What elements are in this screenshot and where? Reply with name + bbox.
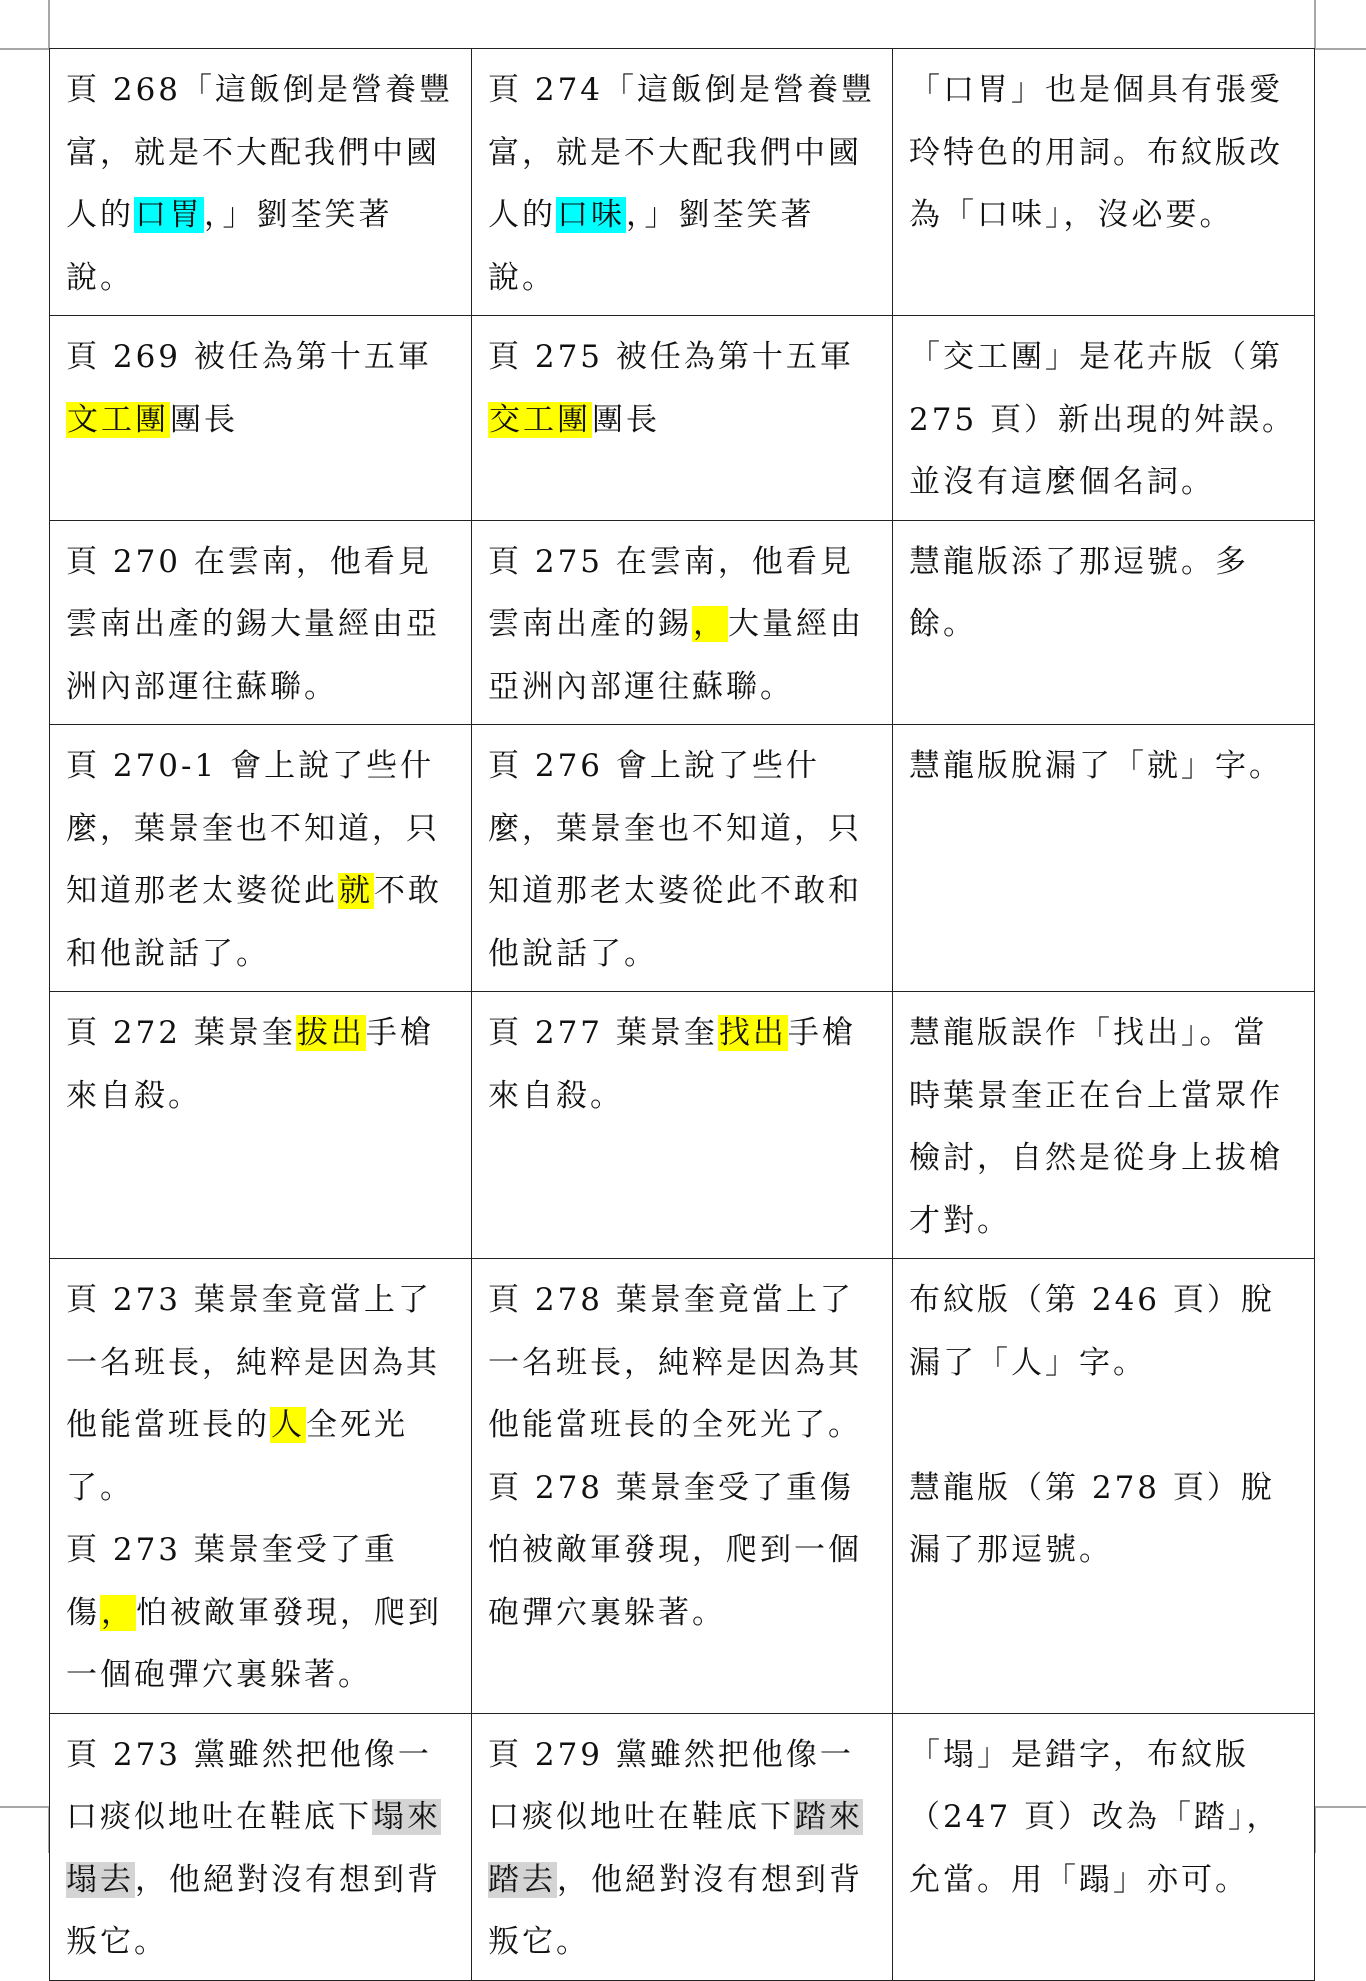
cell-text: 頁 278 葉景奎受了重傷怕被敵軍發現，爬到一個砲彈穴裏躲著。 [488,1469,862,1631]
cell-paragraph [488,326,876,451]
table-row [50,520,1315,725]
original-text-cell [50,725,472,992]
cell-text: 「交工團」是花卉版（第 275 頁）新出現的舛誤。並沒有這麼個名詞。 [909,339,1297,500]
note-cell [893,992,1315,1259]
cell-paragraph [488,531,876,719]
original-text-cell [50,316,472,521]
cell-text: 慧龍版誤作「找出」。當時葉景奎正在台上當眾作檢討，自然是從身上拔槍才對。 [909,1015,1283,1239]
cell-text: 頁 279 黨雖然把他像一口痰似地吐在鞋底下 [488,1736,854,1835]
note-cell [893,725,1315,992]
crop-mark-top-right [1315,48,1366,50]
crop-mark-bottom-right [1315,1806,1366,1808]
cell-paragraph [66,1519,455,1707]
cell-text: 頁 270-1 會上說了些什麼，葉景奎也不知道，只知道那老太婆從此 [66,748,440,909]
original-text-cell [50,49,472,316]
cell-text: 頁 269 被任為第十五軍 [66,339,432,375]
cell-text: 「口胃」也是個具有張愛玲特色的用詞。布紋版改為「口味」，沒必要。 [909,72,1283,233]
revised-text-cell [472,1713,893,1980]
cell-paragraph [488,1002,876,1127]
cell-text: 頁 276 會上說了些什麼，葉景奎也不知道，只知道那老太婆從此不敢和他說話了。 [488,748,862,972]
table-row [50,1259,1315,1714]
cell-text: 頁 275 被任為第十五軍 [488,339,854,375]
cell-text: 頁 270 在雲南，他看見雲南出產的錫大量經由亞洲內部運往蘇聯。 [66,543,440,705]
highlighted-text: 人 [271,1407,305,1443]
cell-paragraph [909,1457,1298,1582]
cell-text: 頁 273 黨雖然把他像一口痰似地吐在鞋底下 [66,1736,432,1835]
cell-paragraph [488,1724,876,1974]
original-text-cell [50,1259,472,1714]
highlighted-text: 就 [339,873,373,909]
cell-text: 頁 275 在雲南，他看見雲南出產的錫 [488,543,854,642]
cell-text: 怕被敵軍發現，爬到一個砲彈穴裏躲著。 [66,1594,442,1693]
cell-paragraph [909,1269,1298,1394]
cell-paragraph [909,1002,1298,1252]
cell-text: 「塌」是錯字，布紋版（247 頁）改為「踏」，允當。用「蹋」亦可。 [909,1736,1281,1898]
original-text-cell [50,992,472,1259]
highlighted-text: ， [101,1594,135,1631]
cell-paragraph [909,1394,1298,1457]
highlighted-text: 口胃 [135,197,203,233]
cell-paragraph [66,735,455,985]
table-row [50,992,1315,1259]
cell-text: 頁 277 葉景奎 [488,1015,718,1051]
cell-text: 頁 272 葉景奎 [66,1015,296,1051]
cell-text: 團長 [170,401,238,438]
cell-text: 慧龍版脫漏了「就」字。 [909,748,1283,784]
cell-text: ，他絕對沒有想到背叛它。 [66,1861,441,1960]
cell-paragraph [66,1269,455,1519]
original-text-cell [50,1713,472,1980]
cell-paragraph [909,1724,1298,1912]
cell-text: ，他絕對沒有想到背叛它。 [488,1861,863,1960]
cell-text: ，」劉荃笑著說。 [66,197,393,296]
cell-text: ，」劉荃笑著說。 [488,197,815,296]
highlighted-text: 文工團 [67,401,169,438]
cell-paragraph [488,1457,876,1645]
highlighted-text: ， [693,606,727,642]
highlighted-text: 找出 [718,1015,787,1051]
cell-text: 頁 274「這飯倒是營養豐富，就是不大配我們中國人的 [488,72,876,233]
cell-text: 慧龍版（第 278 頁）脫漏了那逗號。 [909,1469,1275,1568]
revised-text-cell [472,316,893,521]
note-cell [893,316,1315,521]
cell-paragraph [488,1269,876,1457]
cell-paragraph [66,326,455,451]
revised-text-cell [472,49,893,316]
crop-mark-bottom-left [0,1806,49,1808]
cell-text: 頁 273 葉景奎竟當上了一名班長，純粹是因為其他能當班長的 [66,1282,440,1443]
revised-text-cell [472,992,893,1259]
revised-text-cell [472,520,893,725]
crop-mark-top-right [1314,0,1316,49]
cell-text: 不敢和他說話了。 [66,873,442,972]
cell-paragraph [488,59,876,309]
highlighted-text: 塌來塌去 [66,1799,441,1898]
cell-text: 手槍來自殺。 [488,1015,856,1114]
table-row [50,725,1315,992]
highlighted-text: 拔出 [296,1015,365,1051]
crop-mark-top-left [48,0,50,49]
cell-paragraph [66,1724,455,1974]
original-text-cell [50,520,472,725]
highlighted-text: 踏來踏去 [488,1799,863,1898]
cell-paragraph [66,59,455,309]
revised-text-cell [472,725,893,992]
table-row [50,316,1315,521]
cell-text: 大量經由亞洲內部運往蘇聯。 [488,606,864,705]
cell-paragraph [66,1002,455,1127]
cell-paragraph [909,735,1298,798]
table-row [50,1713,1315,1980]
highlighted-text: 交工團 [489,401,591,438]
cell-text: 頁 273 葉景奎受了重傷 [66,1532,398,1631]
cell-text: 全死光了。 [66,1407,408,1506]
cell-text: 頁 278 葉景奎竟當上了一名班長，純粹是因為其他能當班長的全死光了。 [488,1282,862,1443]
note-cell [893,1259,1315,1714]
table-row [50,49,1315,316]
cell-text: 頁 268「這飯倒是營養豐富，就是不大配我們中國人的 [66,72,454,233]
table-body [50,49,1315,1981]
cell-text: 手槍來自殺。 [66,1015,434,1114]
revised-text-cell [472,1259,893,1714]
cell-paragraph [66,531,455,719]
crop-mark-top-left [0,48,49,50]
cell-paragraph [909,531,1298,656]
cell-paragraph [909,326,1298,514]
cell-text: 團長 [592,401,660,438]
cell-paragraph [909,59,1298,247]
comparison-table [49,48,1315,1981]
cell-text: 慧龍版添了那逗號。多餘。 [909,543,1249,642]
cell-paragraph [488,735,876,985]
note-cell [893,520,1315,725]
note-cell [893,49,1315,316]
cell-text: 布紋版（第 246 頁）脫漏了「人」字。 [909,1282,1275,1381]
note-cell [893,1713,1315,1980]
highlighted-text: 口味 [557,197,625,233]
